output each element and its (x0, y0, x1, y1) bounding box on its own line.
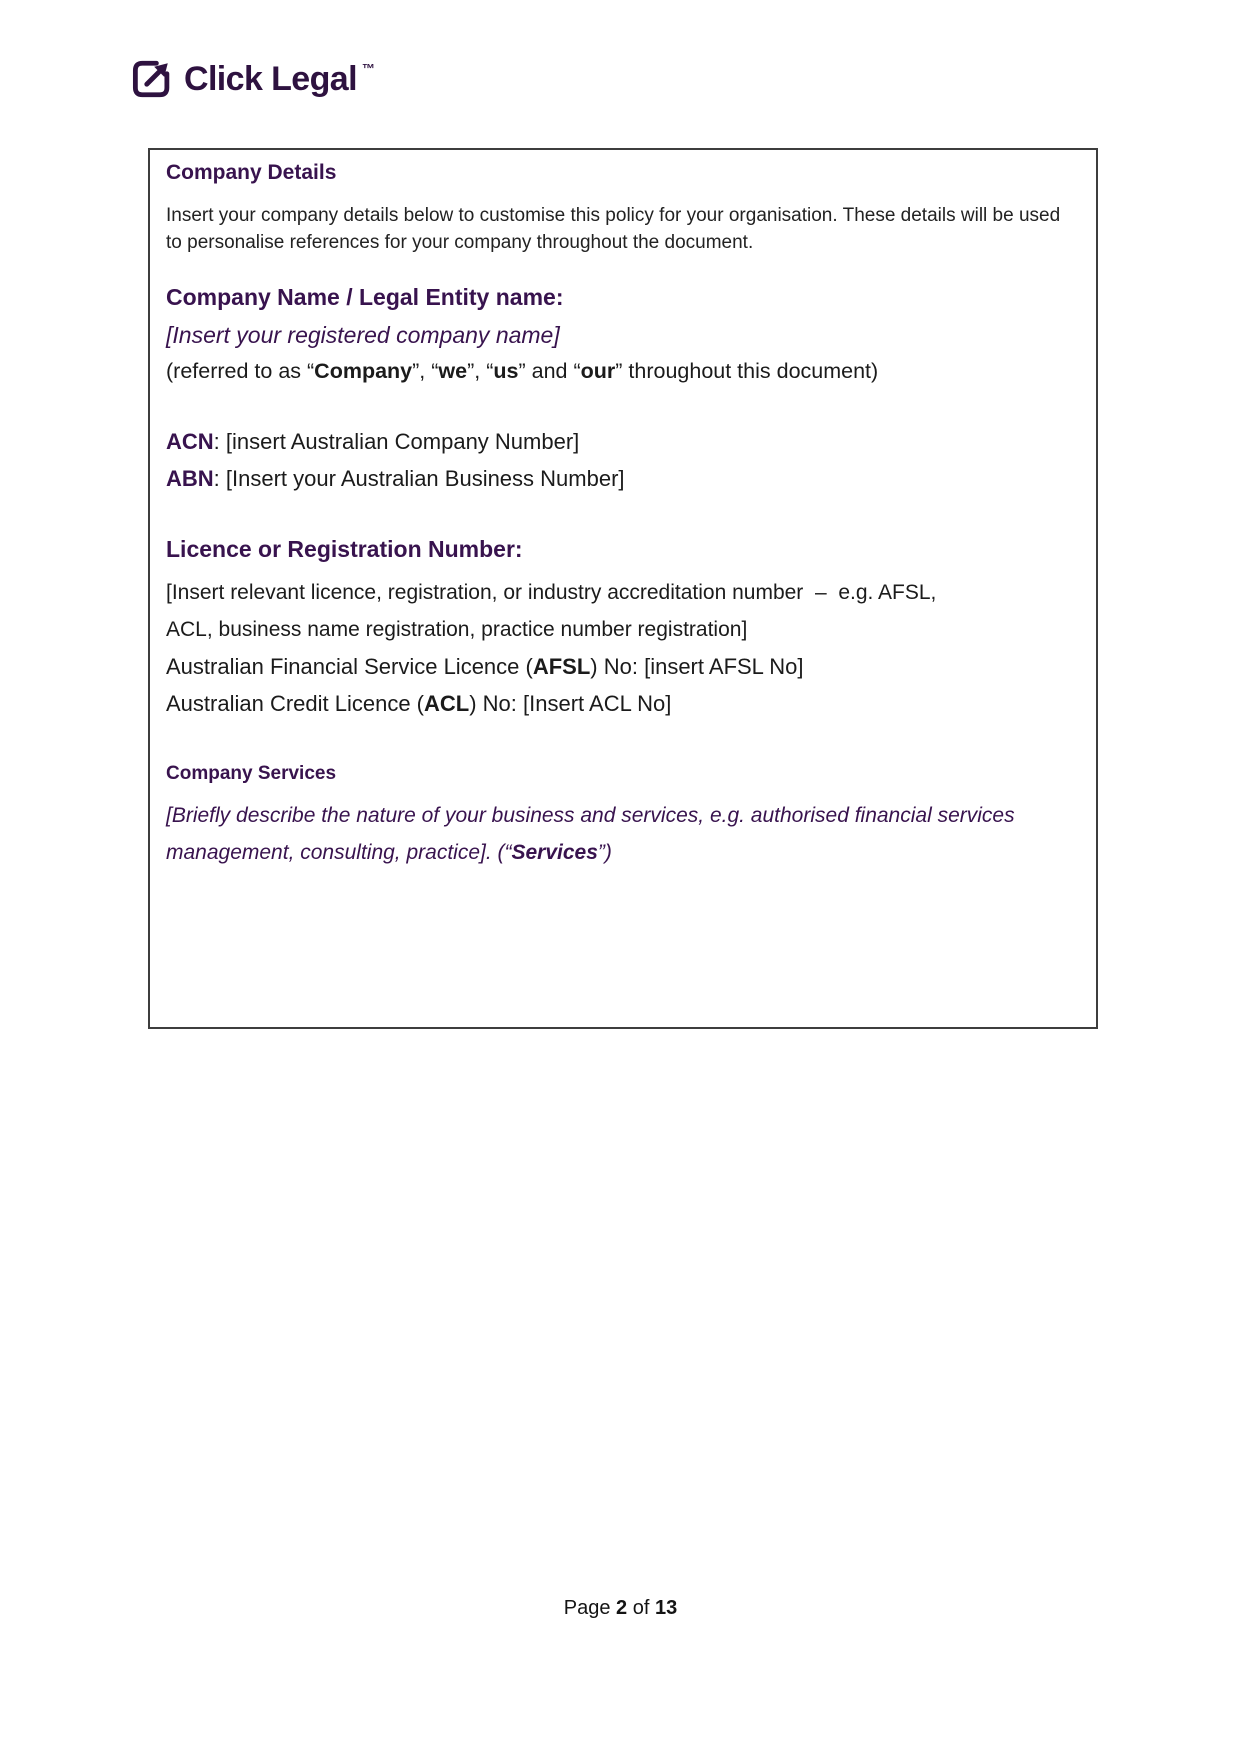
company-name-heading: Company Name / Legal Entity name: (166, 284, 564, 310)
referred-to-line (166, 357, 1078, 385)
referred-term-we: we (438, 359, 468, 383)
afsl-line (166, 648, 1078, 685)
company-name-placeholder: [Insert your registered company name] (166, 322, 560, 348)
referred-term-company: Company (314, 359, 413, 383)
panel-title: Company Details (166, 161, 337, 184)
acn-label: ACN (166, 429, 214, 454)
referred-segment: ” and “ (518, 359, 581, 383)
licence-details (166, 574, 1078, 722)
brand-name: Click Legal (184, 60, 357, 98)
acl-abbrev: ACL (424, 691, 470, 716)
licence-placeholder-line-2: ACL, business name registration, practice number registration] (166, 618, 748, 641)
services-segment: ”) (597, 841, 612, 864)
intro-text: Insert your company details below to customise this policy for your organisation. These details will be used to personalise references for your company throughout the document. (166, 205, 1061, 253)
afsl-segment: Australian Financial Service Licence ( (166, 654, 533, 679)
abn-value: : [Insert your Australian Business Number] (213, 466, 625, 491)
footer-of-word: of (627, 1597, 655, 1619)
acl-segment: ) No: [Insert ACL No] (469, 691, 672, 716)
referred-term-our: our (580, 359, 616, 383)
page-footer (0, 1596, 1241, 1620)
referred-term-us: us (493, 359, 519, 383)
services-segment: [Briefly describe the nature of your business and services, e.g. authorised financial services management, consulting, practice]. (“ (166, 804, 1015, 864)
company-services-heading: Company Services (166, 763, 337, 784)
licence-placeholder-line-1: [Insert relevant licence, registration, or industry accreditation number – e.g. AFSL, (166, 581, 937, 604)
licence-heading: Licence or Registration Number: (166, 536, 523, 562)
footer-page-number: 2 (616, 1597, 628, 1619)
company-details-panel (148, 148, 1098, 1029)
footer-total-pages: 13 (654, 1597, 678, 1619)
acl-line (166, 685, 1078, 722)
trademark-symbol: ™ (361, 61, 375, 76)
company-services-description (166, 797, 1076, 871)
services-term: Services (511, 841, 598, 864)
referred-segment: ” throughout this document) (615, 359, 879, 383)
referred-segment: ”, “ (412, 359, 439, 383)
registration-numbers (166, 423, 1078, 497)
arrow-up-right-box-icon (131, 58, 173, 100)
acl-segment: Australian Credit Licence ( (166, 691, 425, 716)
abn-label: ABN (166, 466, 214, 491)
acn-line (166, 423, 1078, 460)
afsl-segment: ) No: [insert AFSL No] (590, 654, 804, 679)
acn-value: : [insert Australian Company Number] (213, 429, 580, 454)
afsl-abbrev: AFSL (532, 654, 591, 679)
referred-segment: ”, “ (467, 359, 494, 383)
footer-page-word: Page (563, 1597, 617, 1619)
abn-line (166, 460, 1078, 497)
brand-logo (131, 58, 375, 100)
referred-segment: (referred to as “ (166, 359, 315, 383)
